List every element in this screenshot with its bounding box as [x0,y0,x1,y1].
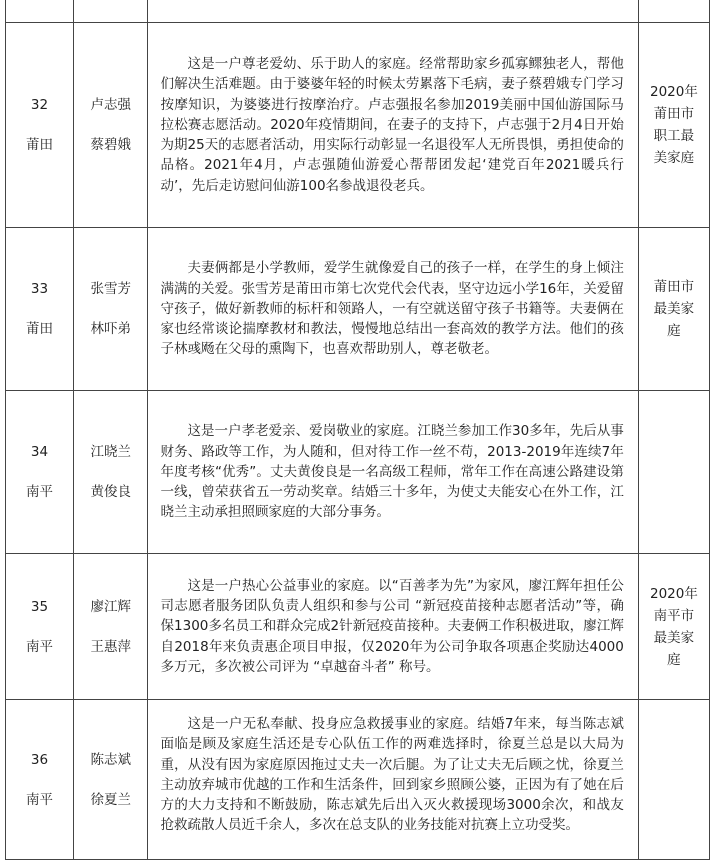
cell-honor [638,228,709,391]
description-text: 这是一户无私奉献、投身应急救援事业的家庭。结婚7年来，每当陈志斌面临是顾及家庭生活还是专心队伍工作的两难选择时，徐夏兰总是以大局为重，从没有因为家庭原因拖过丈夫一次后腿。为了让丈夫无后顾之忧，徐夏兰主动放弃城市优越的工作和生活条件，回到家乡照顾公婆，正因为有了她在后方的大力支持和不断鼓励，陈志斌先后出入灭火救援现场3000余次，和战友抢救疏散人员近千余人，多次在总支队的业务技能对抗赛上立功受奖。 [160,716,624,834]
honor-line: 庭 [667,323,681,339]
cell-no-region [6,554,74,700]
cell-description [148,23,638,228]
row-number: 36 [30,751,49,768]
cell-partial [6,0,74,23]
cell-honor [638,391,709,554]
member-name: 徐夏兰 [90,791,132,808]
table-row [6,0,710,23]
honor-line: 南平市 [653,607,695,624]
honor-line: 2020年 [650,585,698,602]
cell-no-region [6,228,74,391]
row-number: 32 [30,97,49,113]
honor-line: 美家庭 [653,150,695,166]
cell-partial [638,0,709,23]
cell-honor [638,700,709,860]
cell-names [74,554,148,700]
table-row [6,228,710,391]
cell-no-region [6,700,74,860]
member-name: 江晓兰 [90,444,132,460]
honor-line: 最美家 [653,629,695,646]
honor-line: 2020年 [650,84,698,100]
cell-no-region [6,391,74,554]
cell-names [74,23,148,228]
table-row [6,23,710,228]
member-name: 陈志斌 [90,751,132,768]
description-text: 这是一户孝老爱亲、爱岗敬业的家庭。江晓兰参加工作30多年，先后从事财务、路政等工作，为人随和，但对待工作一丝不苟，2013-2019年连续7年年度考核“优秀”。丈夫黄俊良是一名高级工程师，常年工作在高速公路建设第一线，曾荣获省五一劳动奖章。结婚三十多年，为使丈夫能安心在外工作，江晓兰主动承担照顾家庭的大部分事务。 [160,423,624,521]
cell-honor [638,554,709,700]
row-region: 南平 [26,638,54,655]
description-text: 夫妻俩都是小学教师，爱学生就像爱自己的孩子一样，在学生的身上倾注满满的关爱。张雪芳是莆田市第七次党代会代表，坚守边远小学16年，关爱留守孩子，做好新教师的标杆和领路人，一有空就送留守孩子书籍等。夫妻俩在家也经常谈论揣摩教材和教法，慢慢地总结出一套高效的教学方法。他们的孩子林彧飏在父母的熏陶下，也喜欢帮助别人，尊老敬老。 [160,260,624,358]
cell-partial [148,0,638,23]
cell-names [74,700,148,860]
description-text: 这是一户热心公益事业的家庭。以“百善孝为先”为家风，廖江辉年担任公司志愿者服务团队负责人组织和参与公司 “新冠疫苗接种志愿者活动”等，确保1300多名员工和群众完成2针新冠疫苗接种。夫妻俩工作积极进取，廖江辉自2018年来负责惠企项目申报，仅2020年为公司争取各项惠企奖励达4000多万元，多次被公司评为 “卓越奋斗者” 称号。 [160,577,624,675]
cell-no-region [6,23,74,228]
cell-names [74,228,148,391]
honor-line: 最美家 [653,301,695,317]
row-number: 34 [30,444,49,460]
member-name: 张雪芳 [90,281,132,297]
honor-line: 职工最 [653,128,695,144]
cell-description [148,391,638,554]
member-name: 林吓弟 [90,321,132,337]
cell-honor [638,23,709,228]
cell-description [148,228,638,391]
member-name: 黄俊良 [90,484,132,500]
cell-description [148,700,638,860]
member-name: 蔡碧娥 [90,137,132,153]
family-table [5,0,710,860]
row-number: 33 [30,281,49,297]
honor-line: 庭 [667,651,681,668]
cell-names [74,391,148,554]
description-text: 这是一户尊老爱幼、乐于助人的家庭。经常帮助家乡孤寡鳏独老人，帮他们解决生活难题。由于婆婆年轻的时候太劳累落下毛病，妻子蔡碧娥专门学习按摩知识，为婆婆进行按摩治疗。卢志强报名参加2019美丽中国仙游国际马拉松赛志愿活动。2020年疫情期间，在妻子的支持下，卢志强于2月4日开始为期25天的志愿者活动，用实际行动彰显一名退役军人无所畏惧，勇担使命的品格。2021年4月，卢志强随仙游爱心帮帮团发起‘建党百年2021暖兵行动’，先后走访慰问仙游100名参战退役老兵。 [160,55,624,194]
table-row [6,391,710,554]
cell-description [148,554,638,700]
row-number: 35 [30,598,49,615]
row-region: 莆田 [26,321,54,337]
row-region: 莆田 [26,137,54,153]
table-row [6,700,710,860]
cell-partial [74,0,148,23]
member-name: 卢志强 [90,97,132,113]
honor-line: 莆田市 [653,106,695,122]
table-row [6,554,710,700]
honor-line: 莆田市 [653,279,695,295]
row-region: 南平 [26,484,54,500]
member-name: 王惠萍 [90,638,132,655]
row-region: 南平 [26,791,54,808]
member-name: 廖江辉 [90,598,132,615]
